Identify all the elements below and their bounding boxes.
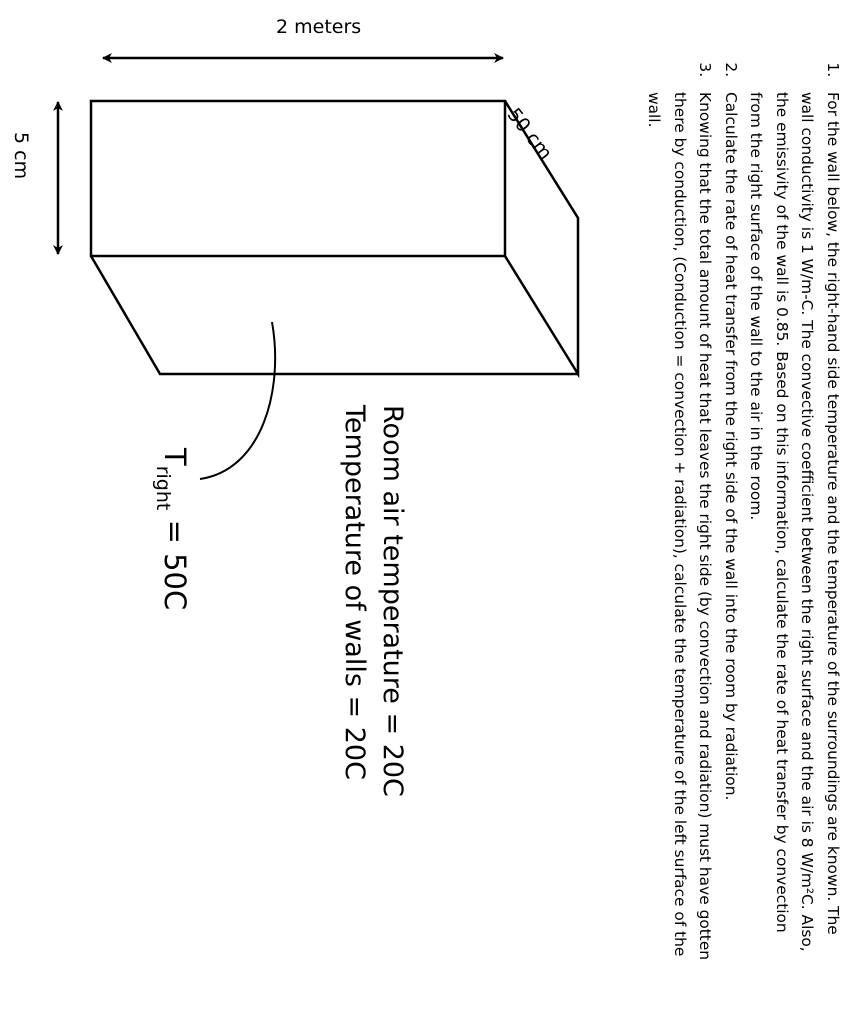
length-label: 2 meters (276, 16, 362, 38)
t-right-symbol: T (158, 448, 192, 466)
wall-bottom-face (91, 256, 578, 374)
problem-item-1: 1. For the wall below, the right-hand side temperature and the temperature of the surroundings are known. The wall conductivity is 1 W/m-C. The convective coefficient between the right surface and the air is 8 W/m²C. Also, the emissivity of the wall is 0.85. Based on this information, calculate the rate of heat transfer by convection from the right surface of the wall to the air in the room. (743, 82, 845, 970)
room-air-temperature: Room air temperature = 20C (377, 405, 408, 797)
height-label: 5 cm (10, 132, 32, 180)
problem-item-2: 2. Calculate the rate of heat transfer from the right side of the wall into the room by radiation. (718, 82, 744, 970)
wall-front-face (91, 101, 505, 256)
t-right-label (154, 448, 192, 610)
t-right-value: = 50C (158, 510, 192, 611)
problem-list (641, 50, 845, 970)
depth-label: 50 cm (502, 104, 557, 165)
t-right-leader-line (200, 322, 275, 479)
problem-text (641, 50, 845, 970)
t-right-subscript: right (152, 465, 174, 511)
problem-item-3: 3. Knowing that the total amount of heat that leaves the right side (by convection and radiation) must have gotten there by conduction, (Conduction = convection + radiation), calculate the temperature of the left surface of the wall. (641, 82, 718, 970)
walls-temperature: Temperature of walls = 20C (339, 405, 370, 780)
